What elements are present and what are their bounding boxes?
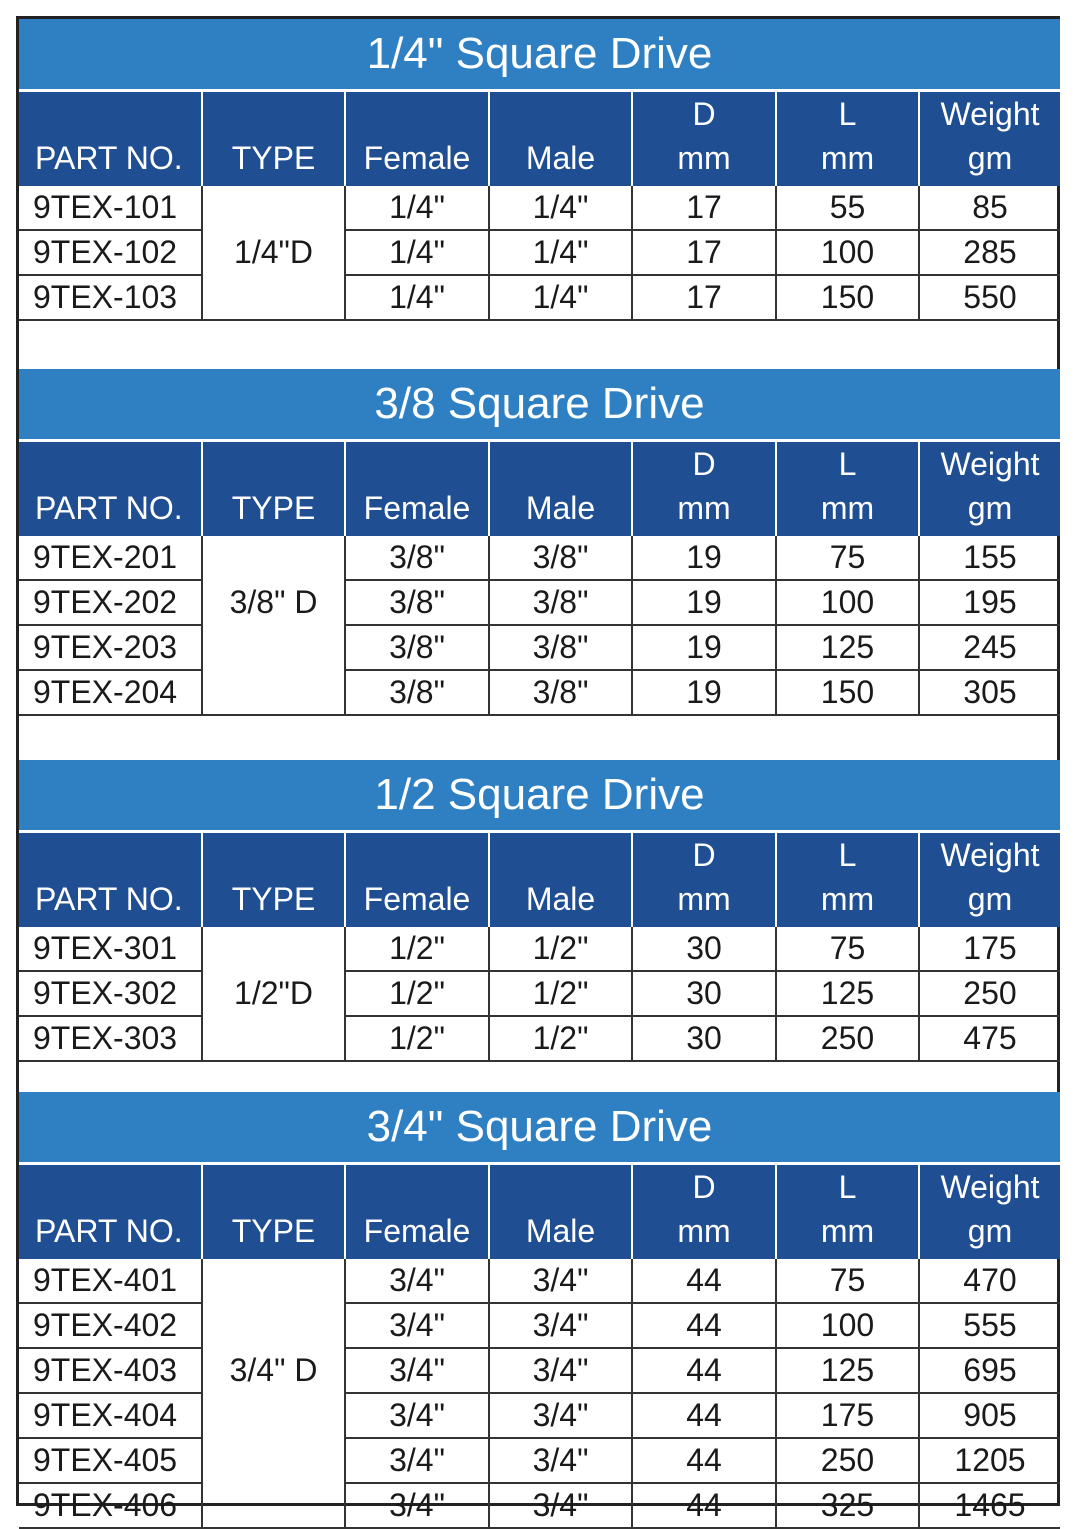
d-cell: 17 (632, 275, 776, 320)
part-no-cell: 9TEX-203 (19, 625, 202, 670)
weight-cell: 550 (919, 275, 1060, 320)
type-header (202, 442, 345, 536)
male-header-text: Male (525, 140, 596, 176)
l-cell: 150 (776, 670, 919, 715)
part-no-cell: 9TEX-103 (19, 275, 202, 320)
male-cell: 3/4" (489, 1259, 632, 1303)
spec-table (19, 92, 1060, 321)
table-row (19, 1438, 1060, 1483)
d-header-text: D (692, 1169, 716, 1205)
type-header-text: TYPE (231, 140, 316, 176)
weight-header-text: gm (967, 140, 1013, 176)
part-no-cell: 9TEX-202 (19, 580, 202, 625)
table-row (19, 275, 1060, 320)
d-header-text: mm (677, 881, 731, 917)
d-header-text: D (692, 96, 716, 132)
type-cell (202, 186, 345, 230)
weight-cell: 85 (919, 186, 1060, 230)
weight-header (919, 92, 1060, 186)
d-cell: 44 (632, 1393, 776, 1438)
l-cell: 125 (776, 625, 919, 670)
part-no-cell: 9TEX-405 (19, 1438, 202, 1483)
d-header (632, 833, 776, 927)
l-cell: 150 (776, 275, 919, 320)
weight-cell: 305 (919, 670, 1060, 715)
table-row (19, 230, 1060, 275)
female-header-text: Female (363, 881, 471, 917)
section-title: 3/8 Square Drive (19, 369, 1060, 442)
female-cell: 1/2" (345, 1016, 489, 1061)
female-header-text: Female (363, 1213, 471, 1249)
female-cell: 3/4" (345, 1483, 489, 1528)
type-header-text: TYPE (231, 881, 316, 917)
male-cell: 3/8" (489, 580, 632, 625)
header-row (19, 1165, 1060, 1259)
male-cell: 1/2" (489, 927, 632, 971)
part-no-cell: 9TEX-402 (19, 1303, 202, 1348)
part-no-cell: 9TEX-303 (19, 1016, 202, 1061)
table-row (19, 625, 1060, 670)
type-cell (202, 1483, 345, 1528)
part-no-cell: 9TEX-301 (19, 927, 202, 971)
part-no-cell: 9TEX-302 (19, 971, 202, 1016)
section-title: 3/4" Square Drive (19, 1092, 1060, 1165)
type-header (202, 1165, 345, 1259)
female-header (345, 92, 489, 186)
table-row (19, 927, 1060, 971)
l-header (776, 833, 919, 927)
d-cell: 30 (632, 971, 776, 1016)
d-cell: 44 (632, 1438, 776, 1483)
part-no-cell: 9TEX-102 (19, 230, 202, 275)
d-header-text: mm (677, 140, 731, 176)
table-row (19, 971, 1060, 1016)
type-cell: 3/8" D (202, 580, 345, 625)
type-cell (202, 927, 345, 971)
table-row (19, 1393, 1060, 1438)
type-cell (202, 625, 345, 670)
male-cell: 3/4" (489, 1438, 632, 1483)
table-row (19, 1303, 1060, 1348)
female-cell: 1/4" (345, 275, 489, 320)
d-header-text: mm (677, 490, 731, 526)
part-no-cell: 9TEX-403 (19, 1348, 202, 1393)
l-header-text: L (838, 446, 857, 482)
female-cell: 3/4" (345, 1303, 489, 1348)
weight-header-text: Weight (940, 446, 1040, 482)
weight-cell: 285 (919, 230, 1060, 275)
header-row (19, 442, 1060, 536)
type-header-text: TYPE (231, 1213, 316, 1249)
male-cell: 1/4" (489, 275, 632, 320)
female-cell: 3/8" (345, 580, 489, 625)
female-header-text: Female (363, 140, 471, 176)
part-no-header (19, 442, 202, 536)
d-header-text: D (692, 446, 716, 482)
weight-cell: 175 (919, 927, 1060, 971)
female-cell: 3/8" (345, 670, 489, 715)
female-cell: 1/2" (345, 971, 489, 1016)
weight-header-text: gm (967, 1213, 1013, 1249)
part-no-header (19, 1165, 202, 1259)
d-cell: 30 (632, 927, 776, 971)
section-title: 1/4" Square Drive (19, 19, 1060, 92)
weight-header-text: Weight (940, 837, 1040, 873)
male-cell: 3/4" (489, 1303, 632, 1348)
l-header-text: mm (820, 1213, 875, 1249)
part-no-cell: 9TEX-401 (19, 1259, 202, 1303)
d-cell: 44 (632, 1303, 776, 1348)
type-cell (202, 1303, 345, 1348)
d-cell: 19 (632, 625, 776, 670)
male-cell: 1/2" (489, 1016, 632, 1061)
type-cell (202, 1393, 345, 1438)
part-no-header (19, 833, 202, 927)
female-cell: 3/8" (345, 536, 489, 580)
male-cell: 3/4" (489, 1483, 632, 1528)
type-cell: 1/2"D (202, 971, 345, 1016)
l-header-text: L (838, 1169, 857, 1205)
spec-table (19, 1165, 1060, 1529)
part-no-cell: 9TEX-406 (19, 1483, 202, 1528)
spec-table (19, 833, 1060, 1062)
d-header (632, 1165, 776, 1259)
type-header-text: TYPE (231, 490, 316, 526)
type-cell: 1/4"D (202, 230, 345, 275)
drive-section (19, 369, 1060, 716)
l-cell: 100 (776, 1303, 919, 1348)
female-cell: 3/8" (345, 625, 489, 670)
male-cell: 1/2" (489, 971, 632, 1016)
type-header (202, 92, 345, 186)
l-cell: 75 (776, 1259, 919, 1303)
table-row (19, 1348, 1060, 1393)
type-cell (202, 1438, 345, 1483)
type-cell (202, 1259, 345, 1303)
table-row (19, 1259, 1060, 1303)
male-cell: 1/4" (489, 230, 632, 275)
drive-section (19, 760, 1060, 1062)
table-row (19, 1483, 1060, 1528)
part-no-header-text: PART NO. (35, 881, 183, 917)
type-cell (202, 275, 345, 320)
l-cell: 250 (776, 1438, 919, 1483)
weight-cell: 245 (919, 625, 1060, 670)
l-cell: 250 (776, 1016, 919, 1061)
d-cell: 44 (632, 1483, 776, 1528)
female-cell: 3/4" (345, 1259, 489, 1303)
l-cell: 75 (776, 536, 919, 580)
weight-header (919, 1165, 1060, 1259)
part-no-cell: 9TEX-204 (19, 670, 202, 715)
l-cell: 75 (776, 927, 919, 971)
weight-cell: 555 (919, 1303, 1060, 1348)
table-row (19, 670, 1060, 715)
weight-header (919, 833, 1060, 927)
l-cell: 125 (776, 971, 919, 1016)
male-header-text: Male (525, 490, 596, 526)
weight-header-text: gm (967, 490, 1013, 526)
male-cell: 3/4" (489, 1348, 632, 1393)
weight-header-text: Weight (940, 96, 1040, 132)
spec-table (19, 442, 1060, 716)
header-row (19, 833, 1060, 927)
d-cell: 44 (632, 1348, 776, 1393)
male-header-text: Male (525, 881, 596, 917)
part-no-cell: 9TEX-201 (19, 536, 202, 580)
l-cell: 325 (776, 1483, 919, 1528)
type-cell (202, 670, 345, 715)
weight-cell: 250 (919, 971, 1060, 1016)
male-header (489, 1165, 632, 1259)
l-cell: 55 (776, 186, 919, 230)
l-cell: 125 (776, 1348, 919, 1393)
weight-cell: 1205 (919, 1438, 1060, 1483)
l-header (776, 1165, 919, 1259)
d-header-text: D (692, 837, 716, 873)
weight-cell: 695 (919, 1348, 1060, 1393)
l-cell: 100 (776, 580, 919, 625)
weight-cell: 905 (919, 1393, 1060, 1438)
type-cell: 3/4" D (202, 1348, 345, 1393)
type-cell (202, 536, 345, 580)
l-header-text: L (838, 837, 857, 873)
header-row (19, 92, 1060, 186)
d-cell: 17 (632, 230, 776, 275)
table-row (19, 186, 1060, 230)
section-title: 1/2 Square Drive (19, 760, 1060, 833)
part-no-header-text: PART NO. (35, 1213, 183, 1249)
male-header (489, 833, 632, 927)
female-cell: 3/4" (345, 1438, 489, 1483)
table-row (19, 580, 1060, 625)
female-cell: 1/4" (345, 186, 489, 230)
d-cell: 19 (632, 670, 776, 715)
weight-cell: 475 (919, 1016, 1060, 1061)
female-cell: 3/4" (345, 1393, 489, 1438)
spec-sheet (16, 16, 1060, 1523)
l-header-text: mm (820, 490, 875, 526)
male-cell: 3/8" (489, 670, 632, 715)
weight-header-text: gm (967, 881, 1013, 917)
d-header (632, 92, 776, 186)
l-header (776, 92, 919, 186)
drive-section (19, 19, 1060, 321)
drive-section (19, 1092, 1060, 1529)
d-cell: 17 (632, 186, 776, 230)
male-cell: 3/4" (489, 1393, 632, 1438)
female-cell: 3/4" (345, 1348, 489, 1393)
female-header (345, 833, 489, 927)
l-cell: 175 (776, 1393, 919, 1438)
male-cell: 3/8" (489, 625, 632, 670)
type-cell (202, 1016, 345, 1061)
female-header (345, 442, 489, 536)
table-row (19, 1016, 1060, 1061)
male-cell: 3/8" (489, 536, 632, 580)
type-header (202, 833, 345, 927)
d-cell: 30 (632, 1016, 776, 1061)
female-header (345, 1165, 489, 1259)
female-cell: 1/4" (345, 230, 489, 275)
d-header (632, 442, 776, 536)
part-no-header-text: PART NO. (35, 140, 183, 176)
male-cell: 1/4" (489, 186, 632, 230)
part-no-cell: 9TEX-101 (19, 186, 202, 230)
l-header-text: L (838, 96, 857, 132)
d-cell: 19 (632, 580, 776, 625)
d-header-text: mm (677, 1213, 731, 1249)
part-no-header (19, 92, 202, 186)
l-header (776, 442, 919, 536)
male-header (489, 442, 632, 536)
l-header-text: mm (820, 881, 875, 917)
l-header-text: mm (820, 140, 875, 176)
weight-cell: 470 (919, 1259, 1060, 1303)
female-header-text: Female (363, 490, 471, 526)
d-cell: 19 (632, 536, 776, 580)
table-row (19, 536, 1060, 580)
part-no-header-text: PART NO. (35, 490, 183, 526)
l-cell: 100 (776, 230, 919, 275)
weight-header (919, 442, 1060, 536)
male-header-text: Male (525, 1213, 596, 1249)
part-no-cell: 9TEX-404 (19, 1393, 202, 1438)
female-cell: 1/2" (345, 927, 489, 971)
weight-header-text: Weight (940, 1169, 1040, 1205)
weight-cell: 1465 (919, 1483, 1060, 1528)
male-header (489, 92, 632, 186)
d-cell: 44 (632, 1259, 776, 1303)
weight-cell: 195 (919, 580, 1060, 625)
weight-cell: 155 (919, 536, 1060, 580)
